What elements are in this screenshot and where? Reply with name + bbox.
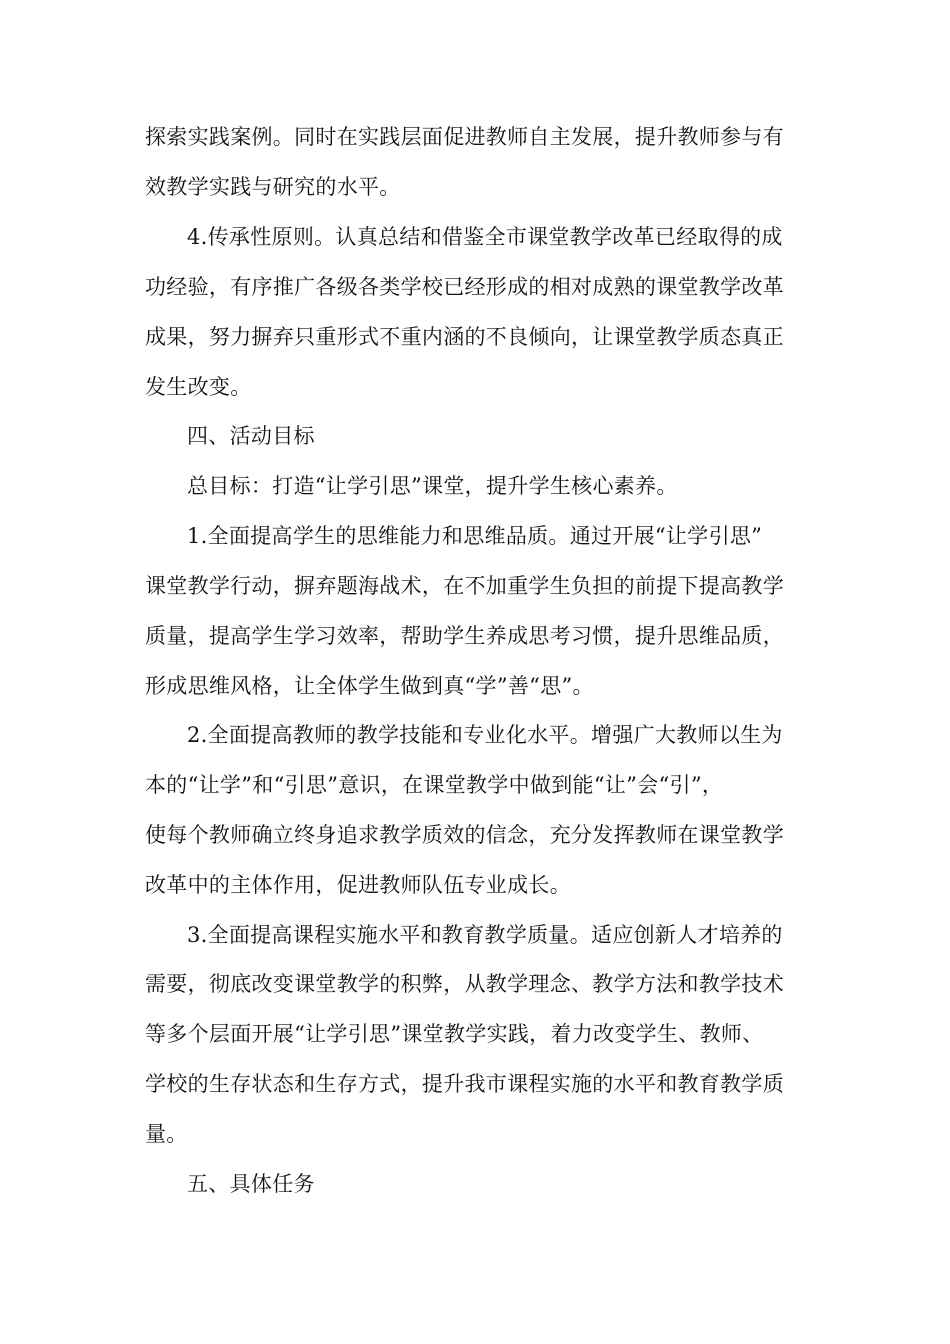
goal-1-line: 1.全面提高学生的思维能力和思维品质。通过开展“让学引思” [187, 524, 763, 548]
body-line: 需要，彻底改变课堂教学的积弊，从教学理念、教学方法和教学技术 [145, 972, 784, 996]
body-line: 探索实践案例。同时在实践层面促进教师自主发展，提升教师参与有 [145, 125, 784, 149]
body-line: 质量，提高学生学习效率，帮助学生养成思考习惯，提升思维品质， [145, 624, 784, 648]
overall-goal-line: 总目标：打造“让学引思”课堂，提升学生核心素养。 [187, 474, 678, 498]
body-line: 使每个教师确立终身追求教学质效的信念，充分发挥教师在课堂教学 [145, 823, 784, 847]
body-line: 学校的生存状态和生存方式，提升我市课程实施的水平和教育教学质 [145, 1072, 784, 1096]
body-line: 形成思维风格，让全体学生做到真“学”善“思”。 [145, 674, 594, 698]
body-line: 量。 [145, 1122, 188, 1146]
body-line: 效教学实践与研究的水平。 [145, 175, 401, 199]
body-line: 功经验，有序推广各级各类学校已经形成的相对成熟的课堂教学改革 [145, 275, 784, 299]
goal-2-line: 2.全面提高教师的教学技能和专业化水平。增强广大教师以生为 [187, 723, 783, 747]
body-line: 本的“让学”和“引思”意识，在课堂教学中做到能“让”会“引”， [145, 773, 724, 797]
principle-4-line: 4.传承性原则。认真总结和借鉴全市课堂教学改革已经取得的成 [187, 225, 783, 249]
body-line: 等多个层面开展“让学引思”课堂教学实践，着力改变学生、教师、 [145, 1022, 764, 1046]
section-heading-4: 四、活动目标 [187, 424, 315, 448]
body-line: 课堂教学行动，摒弃题海战术，在不加重学生负担的前提下提高教学 [145, 574, 784, 598]
body-line: 改革中的主体作用，促进教师队伍专业成长。 [145, 873, 571, 897]
section-heading-5: 五、具体任务 [187, 1172, 315, 1196]
body-line: 成果，努力摒弃只重形式不重内涵的不良倾向，让课堂教学质态真正 [145, 325, 784, 349]
goal-3-line: 3.全面提高课程实施水平和教育教学质量。适应创新人才培养的 [187, 923, 783, 947]
body-line: 发生改变。 [145, 375, 252, 399]
